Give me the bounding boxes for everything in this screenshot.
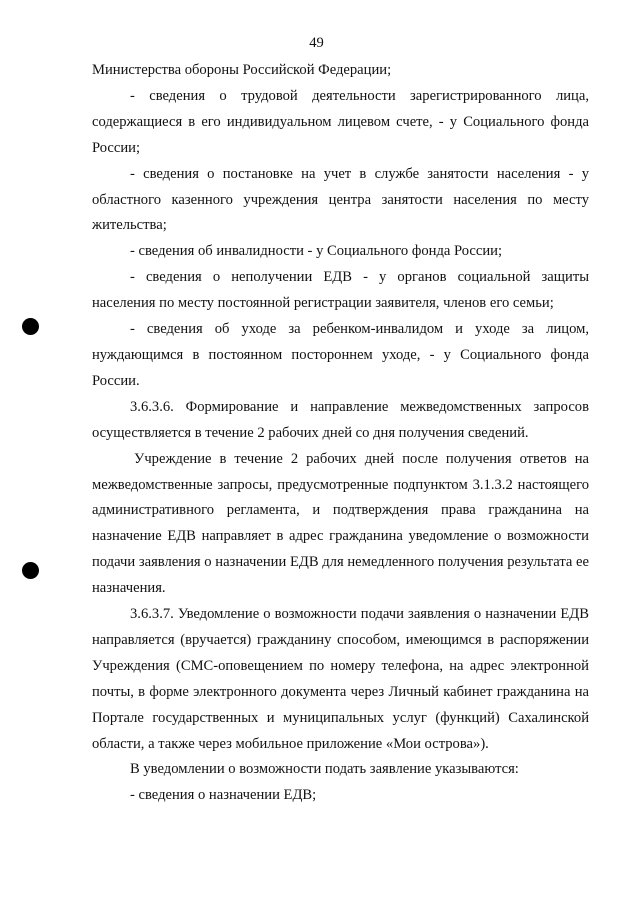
- punch-hole-bottom: [22, 562, 39, 579]
- paragraph-edv-info: - сведения о назначении ЕДВ;: [130, 787, 317, 804]
- paragraph-notice-contents: В уведомлении о возможности подать заявление указываются:: [130, 761, 519, 778]
- paragraph-labor-activity: - сведения о трудовой деятельности зарегистрированного лица, содержащиеся в его индивидуальном лицевом счете, - у Социального фонда России;: [92, 87, 589, 156]
- paragraph-non-receipt: - сведения о неполучении ЕДВ - у органов социальной защиты населения по месту постоянной регистрации заявителя, членов его семьи;: [92, 269, 589, 312]
- paragraph-3-6-3-6: 3.6.3.6. Формирование и направление межведомственных запросов осуществляется в течение 2 рабочих дней со дня получения сведений.: [92, 398, 589, 441]
- punch-hole-top: [22, 318, 39, 335]
- document-body: [92, 58, 589, 809]
- paragraph-3-6-3-7: 3.6.3.7. Уведомление о возможности подачи заявления о назначении ЕДВ направляется (вручается) гражданину способом, имеющимся в распоряжении Учреждения (СМС-оповещением по номеру телефона, на адрес электронной почты, в форме электронного документа через Личный кабинет гражданина на Портале государственных и муниципальных услуг (функций) Сахалинской области, а также через мобильное приложение «Мои острова»).: [92, 606, 589, 752]
- paragraph-employment-registration: - сведения о постановке на учет в службе занятости населения - у областного казенного учреждения центра занятости населения по месту жительства;: [92, 165, 589, 234]
- page-number: 49: [309, 35, 324, 51]
- paragraph-institution-notice: Учреждение в течение 2 рабочих дней после получения ответов на межведомственные запросы, предусмотренные подпунктом 3.1.3.2 настоящего административного регламента, и подтверждения права гражданина на назначение ЕДВ направляет в адрес гражданина уведомление о возможности подачи заявления о назначении ЕДВ для немедленного получения результата ее назначения.: [92, 450, 589, 597]
- paragraph-care: - сведения об уходе за ребенком-инвалидом и уходе за лицом, нуждающимся в постоянном постороннем уходе, - у Социального фонда России.: [92, 321, 589, 389]
- paragraph-ministry-continuation: Министерства обороны Российской Федерации;: [92, 62, 392, 78]
- paragraph-disability: - сведения об инвалидности - у Социального фонда России;: [130, 243, 503, 260]
